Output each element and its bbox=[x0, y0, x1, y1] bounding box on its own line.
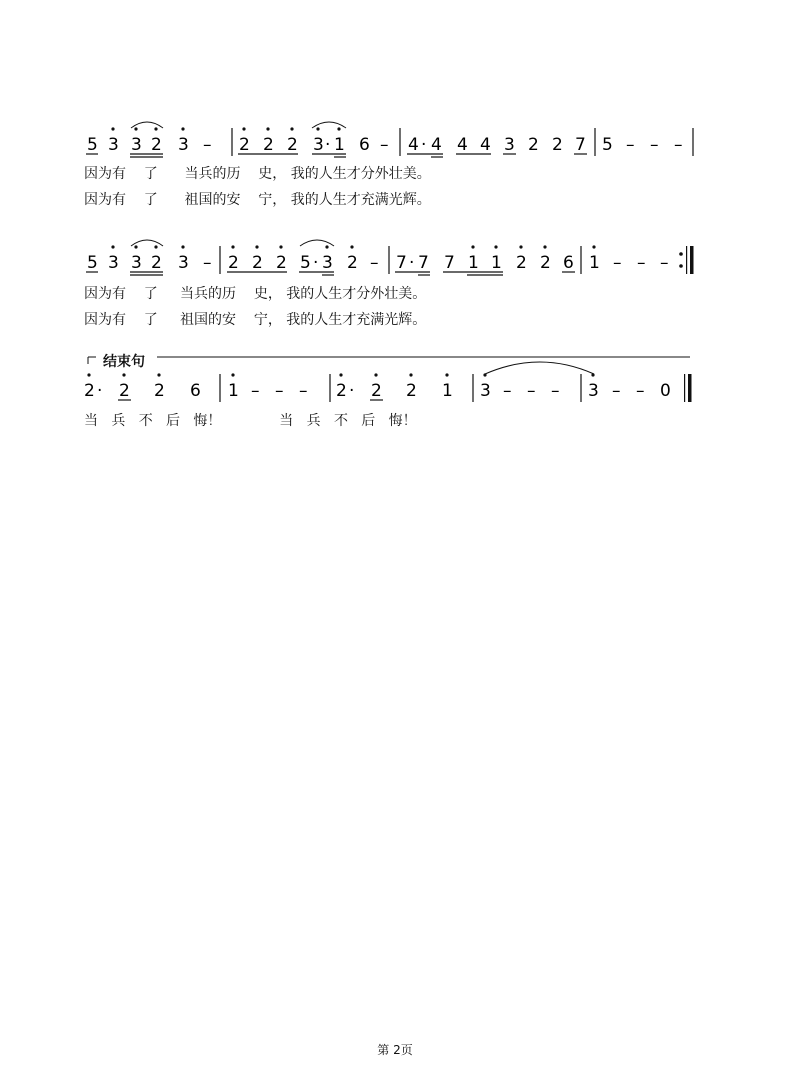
note: 2 bbox=[84, 381, 95, 401]
octave-dots bbox=[111, 245, 595, 248]
note: – bbox=[674, 135, 683, 155]
note: 3 bbox=[108, 135, 119, 155]
note: 4 bbox=[431, 135, 442, 155]
tie bbox=[131, 240, 163, 246]
note: 3 bbox=[108, 253, 119, 273]
note-dot: · bbox=[313, 253, 319, 273]
note: 2 bbox=[154, 381, 165, 401]
octave-dots bbox=[111, 127, 340, 130]
note: 2 bbox=[552, 135, 563, 155]
note: – bbox=[527, 381, 536, 401]
note: 7 bbox=[418, 253, 429, 273]
note: 4 bbox=[480, 135, 491, 155]
note: 6 bbox=[190, 381, 201, 401]
tie bbox=[131, 122, 163, 128]
section-bracket bbox=[88, 357, 690, 364]
note: 6 bbox=[563, 253, 574, 273]
tie bbox=[312, 122, 346, 128]
note: 3 bbox=[178, 253, 189, 273]
note-dot: · bbox=[409, 253, 415, 273]
score-line-1 bbox=[86, 122, 693, 157]
tie bbox=[485, 362, 594, 374]
note: 3 bbox=[178, 135, 189, 155]
note: 5 bbox=[300, 253, 311, 273]
note: – bbox=[251, 381, 260, 401]
note: 2 bbox=[406, 381, 417, 401]
note: 5 bbox=[602, 135, 613, 155]
note: 5 bbox=[87, 253, 98, 273]
note: 1 bbox=[468, 253, 479, 273]
note: 3 bbox=[480, 381, 491, 401]
note: 2 bbox=[336, 381, 347, 401]
note: – bbox=[636, 381, 645, 401]
note: 2 bbox=[228, 253, 239, 273]
note: 2 bbox=[252, 253, 263, 273]
note: 1 bbox=[228, 381, 239, 401]
score-line-2 bbox=[86, 240, 694, 275]
rhythm-underlines bbox=[86, 272, 575, 275]
note-dot: · bbox=[349, 381, 355, 401]
note: 3 bbox=[504, 135, 515, 155]
note: 3 bbox=[131, 135, 142, 155]
note: 2 bbox=[263, 135, 274, 155]
lyric-line-2-verse-1: 因为有 了 当兵的历 史， 我的人生才分外壮美。 bbox=[84, 286, 427, 302]
rhythm-underlines bbox=[86, 154, 587, 157]
note: 7 bbox=[575, 135, 586, 155]
note-dot: · bbox=[97, 381, 103, 401]
note: 2 bbox=[287, 135, 298, 155]
note: 2 bbox=[371, 381, 382, 401]
note: 2 bbox=[528, 135, 539, 155]
note: 2 bbox=[151, 253, 162, 273]
note: 4 bbox=[408, 135, 419, 155]
note: 2 bbox=[151, 135, 162, 155]
note: – bbox=[660, 253, 669, 273]
note: 2 bbox=[239, 135, 250, 155]
lyric-line-1-verse-1: 因为有 了 当兵的历 史， 我的人生才分外壮美。 bbox=[84, 166, 431, 182]
tie bbox=[300, 240, 334, 246]
note: 7 bbox=[396, 253, 407, 273]
note: – bbox=[275, 381, 284, 401]
note-dot: · bbox=[421, 135, 427, 155]
final-barline bbox=[684, 374, 692, 402]
note: – bbox=[299, 381, 308, 401]
lyric-line-3: 当 兵 不 后 悔！ 当 兵 不 后 悔！ bbox=[84, 413, 417, 429]
note: 0 bbox=[660, 381, 671, 401]
note: – bbox=[370, 253, 379, 273]
note: 1 bbox=[589, 253, 600, 273]
note: – bbox=[380, 135, 389, 155]
note: 1 bbox=[442, 381, 453, 401]
note: 5 bbox=[87, 135, 98, 155]
score-line-3 bbox=[84, 362, 692, 402]
octave-dots bbox=[87, 373, 594, 376]
note: – bbox=[613, 253, 622, 273]
note: 2 bbox=[516, 253, 527, 273]
note: 6 bbox=[359, 135, 370, 155]
note: 7 bbox=[444, 253, 455, 273]
note: – bbox=[203, 253, 212, 273]
lyric-line-2-verse-2: 因为有 了 祖国的安 宁， 我的人生才充满光辉。 bbox=[84, 312, 427, 328]
note: – bbox=[612, 381, 621, 401]
repeat-end-barline bbox=[679, 246, 693, 274]
note: 1 bbox=[334, 135, 345, 155]
note: – bbox=[551, 381, 560, 401]
note: – bbox=[503, 381, 512, 401]
lyric-line-1-verse-2: 因为有 了 祖国的安 宁， 我的人生才充满光辉。 bbox=[84, 192, 431, 208]
note-dot: · bbox=[325, 135, 331, 155]
note: 1 bbox=[491, 253, 502, 273]
note: 2 bbox=[276, 253, 287, 273]
note: – bbox=[626, 135, 635, 155]
note: 2 bbox=[540, 253, 551, 273]
note: 3 bbox=[322, 253, 333, 273]
note: 3 bbox=[588, 381, 599, 401]
page-number: 第 2页 bbox=[377, 1043, 413, 1057]
note: 4 bbox=[457, 135, 468, 155]
note: 3 bbox=[313, 135, 324, 155]
note: 3 bbox=[131, 253, 142, 273]
note: – bbox=[203, 135, 212, 155]
note: 2 bbox=[119, 381, 130, 401]
section-title: 结束句 bbox=[103, 354, 145, 370]
note: 2 bbox=[347, 253, 358, 273]
note: – bbox=[650, 135, 659, 155]
note: – bbox=[637, 253, 646, 273]
